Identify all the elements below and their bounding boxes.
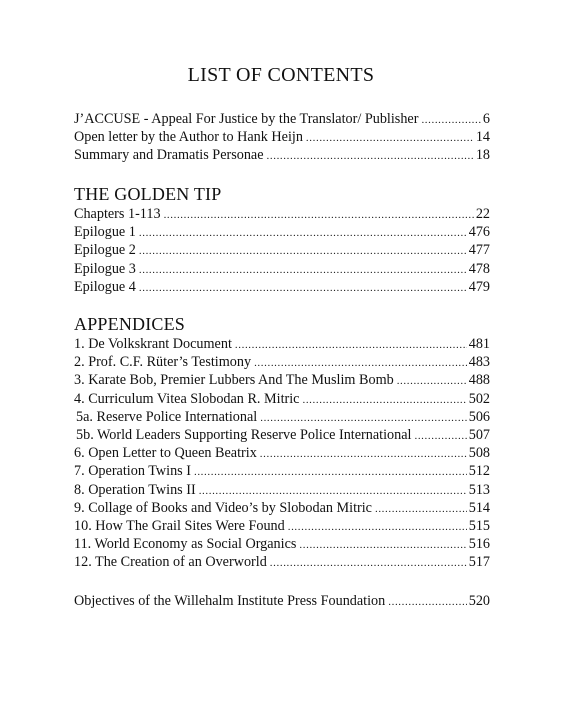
toc-entry-label: 7. Operation Twins I [74, 463, 191, 480]
toc-entry-page: 506 [468, 408, 490, 425]
toc-entry-label: Epilogue 4 [74, 278, 136, 295]
closing-section [74, 592, 490, 610]
toc-entry [74, 241, 490, 259]
toc-entry [74, 499, 490, 517]
dot-leader [199, 482, 467, 500]
toc-entry-label: 4. Curriculum Vitea Slobodan R. Mitric [74, 390, 300, 407]
toc-entry [74, 408, 490, 426]
toc-entry [74, 462, 490, 480]
dot-leader [260, 445, 467, 463]
dot-leader [388, 593, 466, 611]
toc-entry-label: 3. Karate Bob, Premier Lubbers And The Muslim Bomb [74, 372, 394, 389]
toc-entry-page: 22 [475, 206, 490, 222]
toc-entry-label: 9. Collage of Books and Video’s by Slobodan Mitric [74, 499, 372, 516]
toc-entry-page: 507 [468, 426, 490, 443]
toc-entry-label: 12. The Creation of an Overworld [74, 554, 267, 571]
toc-entry-label: Chapters 1-113 [74, 206, 161, 222]
section-heading: APPENDICES [74, 314, 186, 334]
toc-entry-page: 476 [468, 224, 490, 241]
dot-leader [194, 463, 467, 481]
toc-entry-page: 512 [468, 463, 490, 480]
toc-entry-page: 483 [468, 354, 490, 371]
toc-entry [74, 278, 490, 296]
dot-leader [235, 336, 467, 354]
toc-entry [74, 592, 490, 610]
dot-leader [260, 409, 467, 427]
toc-entry-label: 8. Operation Twins II [74, 481, 196, 498]
toc-entry-label: Epilogue 2 [74, 242, 136, 259]
dot-leader [139, 242, 467, 260]
toc-entry-page: 477 [468, 242, 490, 259]
toc-entry [74, 335, 490, 353]
toc-entry [74, 444, 490, 462]
toc-entry-label: Objectives of the Willehalm Institute Press Foundation [74, 593, 386, 609]
toc-entry-page: 502 [468, 390, 490, 407]
toc-entry-label: Open letter by the Author to Hank Heijn [74, 129, 303, 146]
toc-entry [74, 426, 490, 444]
dot-leader [139, 279, 467, 297]
toc-entry [74, 517, 490, 535]
toc-entry [74, 110, 490, 128]
toc-entry [74, 371, 490, 389]
section-heading: THE GOLDEN TIP [74, 184, 222, 204]
toc-entry-label: 5b. World Leaders Supporting Reserve Police International [76, 426, 412, 443]
dot-leader [306, 129, 474, 147]
intro-section [74, 110, 490, 165]
toc-entry-page: 508 [468, 445, 490, 462]
toc-entry-label: 1. De Volkskrant Document [74, 336, 232, 352]
dot-leader [254, 354, 467, 372]
toc-entry-label: 11. World Economy as Social Organics [74, 536, 297, 553]
toc-entry-label: 10. How The Grail Sites Were Found [74, 517, 285, 534]
toc-entry [74, 146, 490, 164]
dot-leader [397, 372, 467, 390]
toc-entry-page: 14 [475, 129, 490, 146]
toc-entry [74, 390, 490, 408]
toc-entry-label: Epilogue 1 [74, 224, 136, 241]
toc-entry-page: 517 [468, 554, 490, 571]
toc-entry-label: J’ACCUSE - Appeal For Justice by the Translator/ Publisher [74, 111, 419, 127]
dot-leader [421, 111, 480, 129]
toc-entry-page: 479 [468, 278, 490, 295]
dot-leader [302, 391, 466, 409]
toc-entry-page: 478 [468, 260, 490, 277]
dot-leader [414, 427, 466, 445]
toc-entry-page: 6 [482, 111, 490, 127]
appendices-section [74, 313, 490, 571]
toc-entry-page: 514 [468, 499, 490, 516]
dot-leader [139, 224, 467, 242]
toc-entry-page: 520 [468, 593, 490, 609]
toc-entry [74, 553, 490, 571]
dot-leader [267, 147, 474, 165]
toc-entry-page: 513 [468, 481, 490, 498]
toc-entry [74, 353, 490, 371]
dot-leader [139, 261, 467, 279]
dot-leader [299, 536, 466, 554]
dot-leader [288, 518, 467, 536]
toc-entry-label: 2. Prof. C.F. Rüter’s Testimony [74, 354, 252, 371]
toc-entry [74, 481, 490, 499]
page-title: LIST OF CONTENTS [187, 64, 375, 86]
golden-tip-section [74, 183, 490, 296]
toc-entry-page: 18 [475, 147, 490, 164]
toc-entry-page: 516 [468, 536, 490, 553]
toc-entry-label: Epilogue 3 [74, 260, 136, 277]
toc-entry-page: 515 [468, 517, 490, 534]
toc-entry-label: Summary and Dramatis Personae [74, 147, 264, 164]
toc-entry-page: 481 [468, 336, 490, 352]
toc-entry-page: 488 [468, 372, 490, 389]
dot-leader [164, 206, 474, 224]
toc-entry-label: 6. Open Letter to Queen Beatrix [74, 445, 257, 462]
toc-entry [74, 223, 490, 241]
toc-entry [74, 535, 490, 553]
toc-entry [74, 205, 490, 223]
toc-entry [74, 128, 490, 146]
toc-entry [74, 260, 490, 278]
toc-entry-label: 5a. Reserve Police International [76, 408, 258, 425]
dot-leader [270, 554, 467, 572]
dot-leader [375, 500, 467, 518]
